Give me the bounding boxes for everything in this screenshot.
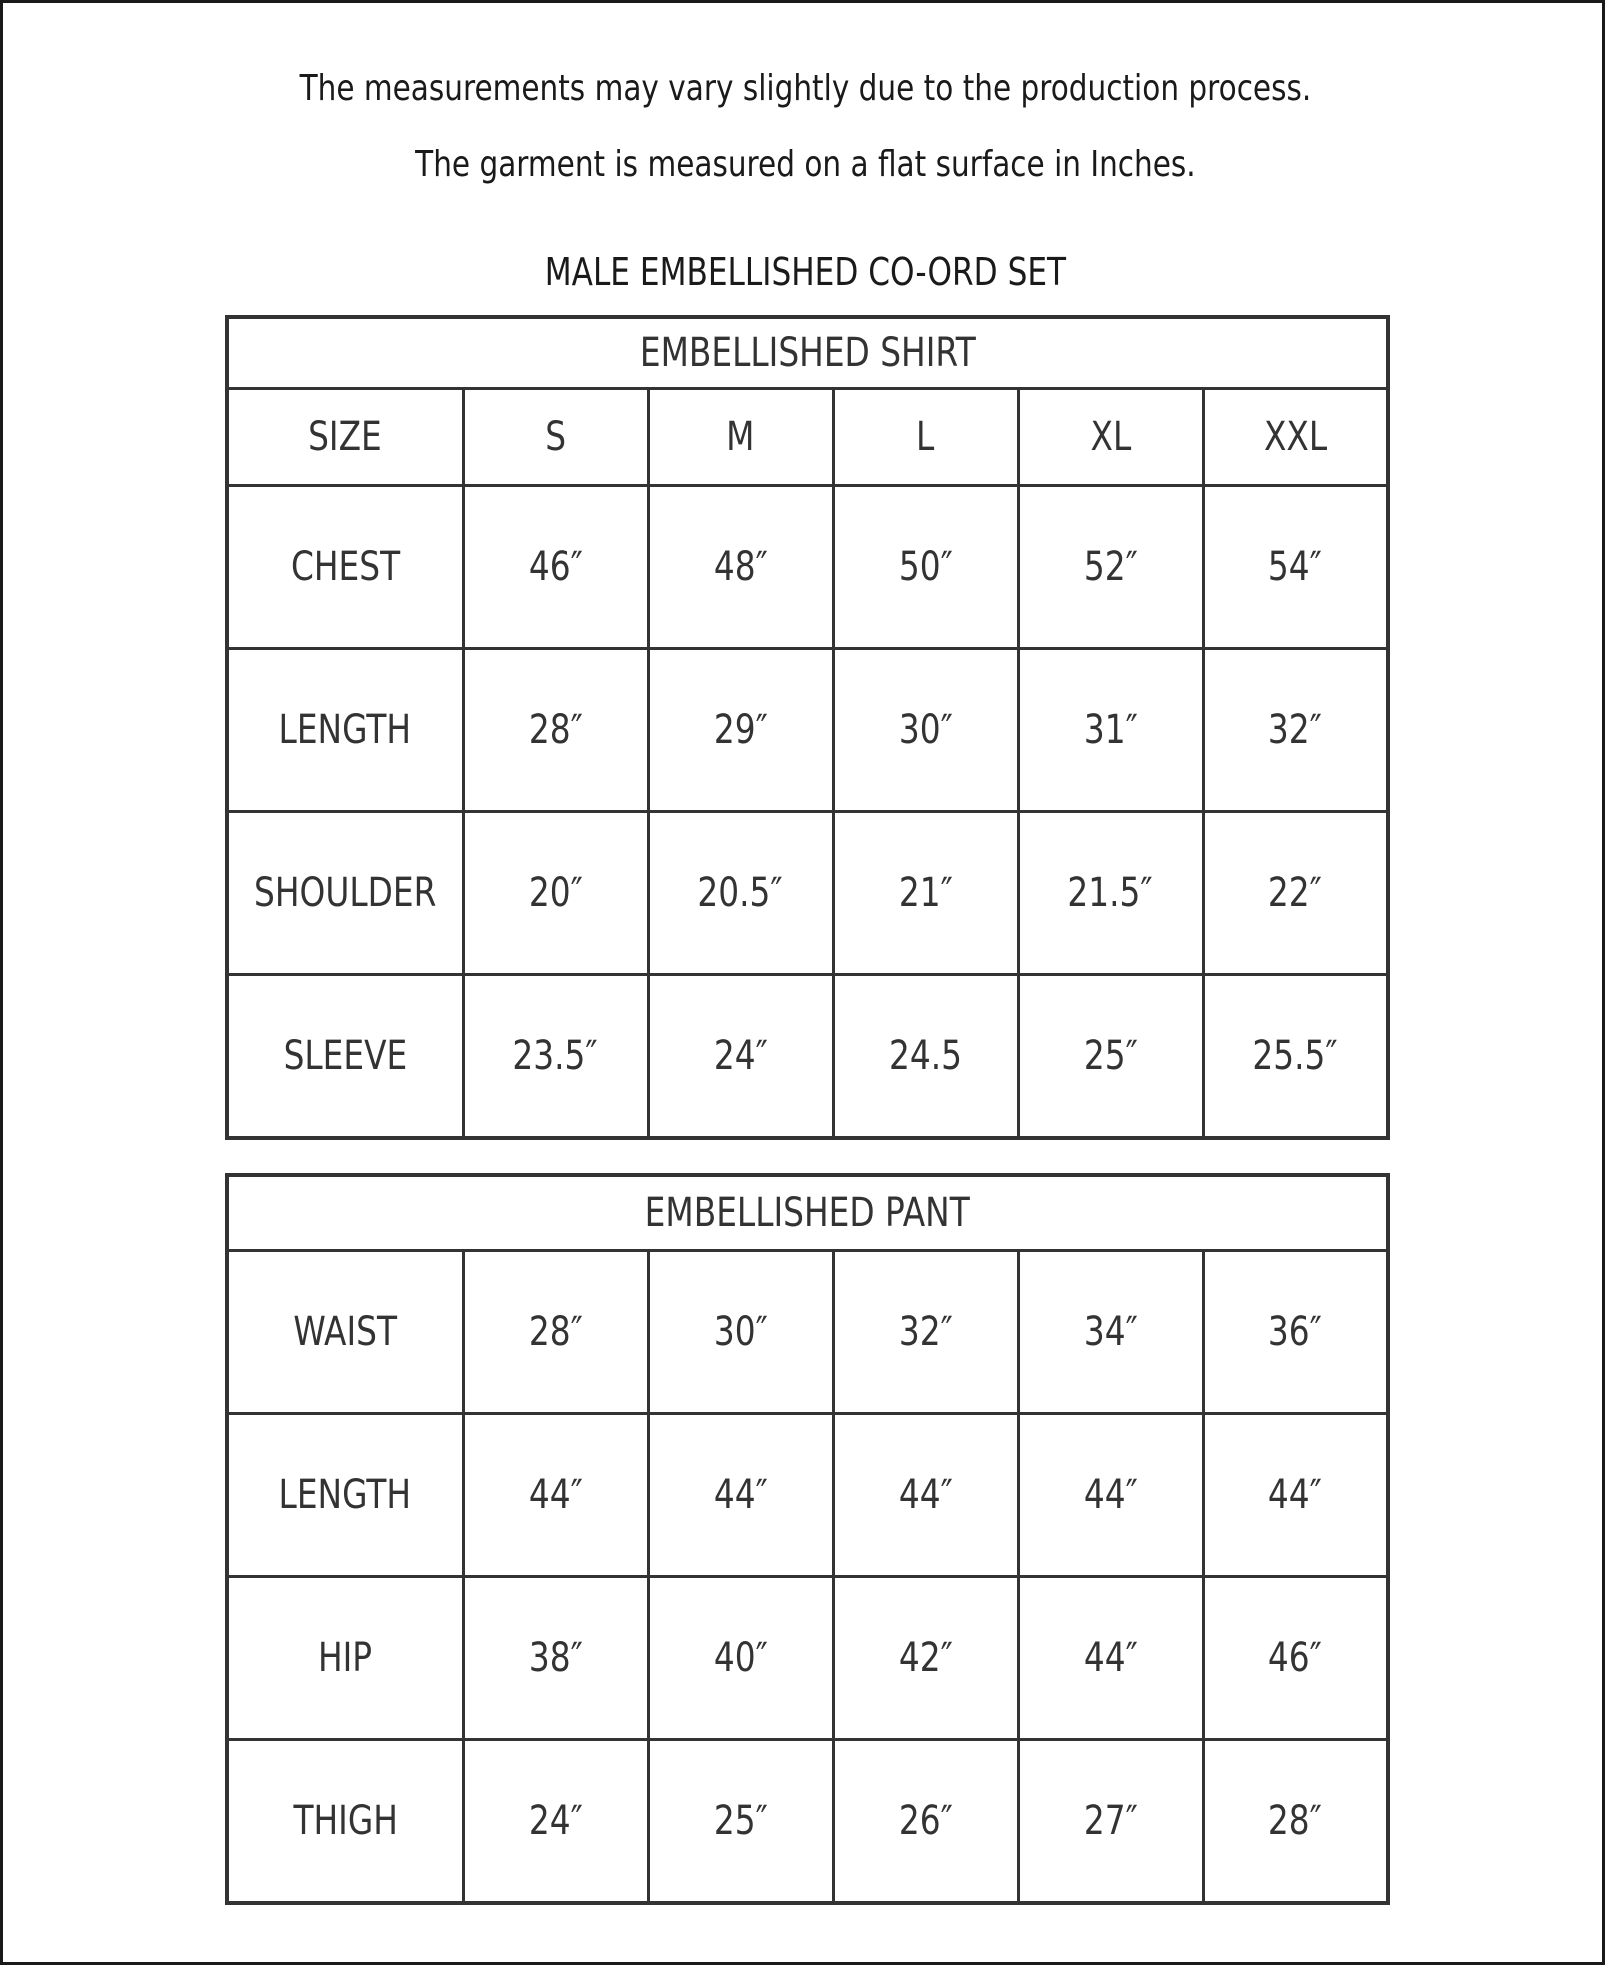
measurement-value: 44″	[1268, 1472, 1323, 1518]
measurement-value: 29″	[713, 707, 768, 753]
measurement-value: 40″	[713, 1635, 768, 1681]
set-title: MALE EMBELLISHED CO-ORD SET	[544, 250, 1067, 294]
measurement-value: 23.5″	[512, 1033, 599, 1079]
value-cell	[1203, 1577, 1388, 1740]
header-cell	[227, 389, 463, 486]
measurement-value: 50″	[898, 544, 953, 590]
measurement-value: 44″	[1083, 1635, 1138, 1681]
value-cell	[648, 1740, 833, 1904]
value-cell	[1203, 812, 1388, 975]
value-cell	[833, 649, 1018, 812]
measurement-value: 44″	[528, 1472, 583, 1518]
value-cell	[833, 1577, 1018, 1740]
pant-row-thigh	[227, 1740, 1388, 1904]
value-cell	[1018, 1251, 1203, 1414]
value-cell	[833, 1251, 1018, 1414]
row-label: SHOULDER	[254, 870, 437, 916]
measurement-value: 36″	[1268, 1309, 1323, 1355]
row-label-cell	[227, 486, 463, 649]
value-cell	[463, 975, 648, 1139]
measurement-value: 24.5	[888, 1033, 963, 1079]
shirt-header-row	[227, 389, 1388, 486]
row-label-cell	[227, 649, 463, 812]
pant-row-length	[227, 1414, 1388, 1577]
row-label-cell	[227, 975, 463, 1139]
measurement-value: 34″	[1083, 1309, 1138, 1355]
measurement-value: 48″	[713, 544, 768, 590]
measurement-value: 20″	[528, 870, 583, 916]
measurement-value: 30″	[898, 707, 953, 753]
value-cell	[833, 486, 1018, 649]
row-label-cell	[227, 1414, 463, 1577]
header-cell	[648, 389, 833, 486]
shirt-row-shoulder	[227, 812, 1388, 975]
measurement-value: 30″	[713, 1309, 768, 1355]
value-cell	[1203, 975, 1388, 1139]
shirt-size-table	[225, 315, 1390, 1140]
row-label: SLEEVE	[283, 1033, 408, 1079]
row-label: THIGH	[293, 1798, 398, 1844]
pant-size-table	[225, 1173, 1390, 1905]
value-cell	[1018, 1740, 1203, 1904]
row-label: LENGTH	[279, 1472, 412, 1518]
shirt-section-title: EMBELLISHED SHIRT	[639, 330, 976, 376]
header-size-m: M	[726, 414, 755, 460]
measurement-value: 52″	[1083, 544, 1138, 590]
row-label-cell	[227, 1577, 463, 1740]
value-cell	[463, 486, 648, 649]
header-size-s: S	[545, 414, 566, 460]
measurement-value: 21.5″	[1067, 870, 1154, 916]
value-cell	[463, 1251, 648, 1414]
measurement-value: 21″	[898, 870, 953, 916]
measurement-note-line-2: The garment is measured on a flat surface in Inches.	[415, 144, 1196, 185]
row-label: CHEST	[290, 544, 400, 590]
value-cell	[1203, 649, 1388, 812]
measurement-value: 25.5″	[1252, 1033, 1338, 1079]
value-cell	[648, 1251, 833, 1414]
value-cell	[1203, 1251, 1388, 1414]
header-size-label: SIZE	[308, 414, 383, 460]
measurement-value: 38″	[528, 1635, 583, 1681]
pant-row-hip	[227, 1577, 1388, 1740]
measurement-value: 44″	[1083, 1472, 1138, 1518]
value-cell	[648, 975, 833, 1139]
shirt-row-sleeve	[227, 975, 1388, 1139]
measurement-value: 46″	[528, 544, 583, 590]
value-cell	[1203, 1740, 1388, 1904]
row-label: HIP	[318, 1635, 373, 1681]
measurement-value: 42″	[898, 1635, 953, 1681]
header-cell	[463, 389, 648, 486]
measurement-value: 44″	[898, 1472, 953, 1518]
value-cell	[463, 1740, 648, 1904]
value-cell	[1018, 486, 1203, 649]
pant-section-title-cell	[227, 1175, 1388, 1251]
value-cell	[648, 649, 833, 812]
header-size-xxl: XXL	[1263, 414, 1327, 460]
measurement-value: 20.5″	[697, 870, 784, 916]
row-label-cell	[227, 1251, 463, 1414]
shirt-title-row	[227, 317, 1388, 389]
pant-section-title: EMBELLISHED PANT	[644, 1190, 971, 1236]
measurement-note-line-1: The measurements may vary slightly due to the production process.	[299, 68, 1312, 109]
shirt-row-chest	[227, 486, 1388, 649]
value-cell	[648, 486, 833, 649]
value-cell	[1018, 649, 1203, 812]
value-cell	[1203, 1414, 1388, 1577]
measurement-value: 44″	[713, 1472, 768, 1518]
pant-title-row	[227, 1175, 1388, 1251]
value-cell	[833, 975, 1018, 1139]
value-cell	[833, 1740, 1018, 1904]
shirt-row-length	[227, 649, 1388, 812]
measurement-value: 22″	[1268, 870, 1323, 916]
value-cell	[463, 1577, 648, 1740]
value-cell	[833, 1414, 1018, 1577]
value-cell	[833, 812, 1018, 975]
measurement-value: 28″	[1268, 1798, 1323, 1844]
row-label-cell	[227, 812, 463, 975]
measurement-value: 24″	[713, 1033, 768, 1079]
row-label: LENGTH	[279, 707, 412, 753]
measurement-value: 28″	[528, 1309, 583, 1355]
measurement-value: 31″	[1083, 707, 1138, 753]
measurement-value: 27″	[1083, 1798, 1138, 1844]
value-cell	[1018, 1577, 1203, 1740]
value-cell	[648, 1577, 833, 1740]
value-cell	[648, 812, 833, 975]
measurement-value: 25″	[713, 1798, 768, 1844]
header-cell	[833, 389, 1018, 486]
row-label-cell	[227, 1740, 463, 1904]
value-cell	[1018, 812, 1203, 975]
shirt-section-title-cell	[227, 317, 1388, 389]
measurement-value: 32″	[898, 1309, 953, 1355]
header-size-l: L	[916, 414, 935, 460]
measurement-value: 46″	[1268, 1635, 1323, 1681]
value-cell	[1203, 486, 1388, 649]
measurement-value: 32″	[1268, 707, 1323, 753]
measurement-value: 28″	[528, 707, 583, 753]
header-cell	[1018, 389, 1203, 486]
value-cell	[1018, 1414, 1203, 1577]
header-size-xl: XL	[1090, 414, 1131, 460]
measurement-value: 26″	[898, 1798, 953, 1844]
measurement-value: 54″	[1268, 544, 1323, 590]
row-label: WAIST	[293, 1309, 398, 1355]
value-cell	[648, 1414, 833, 1577]
value-cell	[1018, 975, 1203, 1139]
measurement-value: 24″	[528, 1798, 583, 1844]
value-cell	[463, 649, 648, 812]
value-cell	[463, 1414, 648, 1577]
measurement-value: 25″	[1083, 1033, 1138, 1079]
value-cell	[463, 812, 648, 975]
pant-row-waist	[227, 1251, 1388, 1414]
header-cell	[1203, 389, 1388, 486]
